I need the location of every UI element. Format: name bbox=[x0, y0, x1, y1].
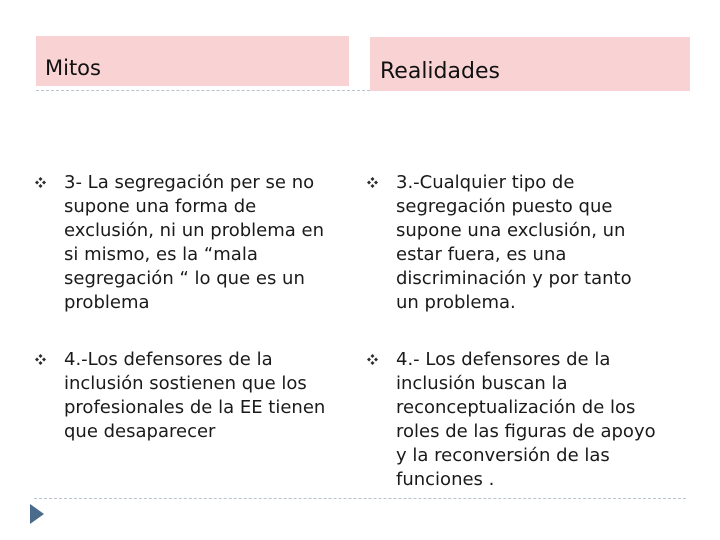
play-arrow-icon[interactable] bbox=[30, 504, 44, 524]
four-diamond-bullet-icon bbox=[367, 177, 378, 188]
four-diamond-bullet-icon bbox=[35, 354, 46, 365]
mitos-item-3 bbox=[64, 171, 364, 315]
mitos-item-text: 3- La segregación per se no supone una forma de exclusión, ni un problema en si mismo, es la “mala segregación “ lo que es un problema bbox=[64, 172, 325, 313]
realidades-title: Realidades bbox=[380, 59, 500, 84]
mitos-item-text: 4.-Los defensores de la inclusión sostienen que los profesionales de la EE tienen que desaparecer bbox=[64, 349, 326, 442]
footer-divider bbox=[34, 498, 686, 499]
realidades-item-text: 4.- Los defensores de la inclusión buscan la reconceptualización de los roles de las figuras de apoyo y la reconversión de las funciones . bbox=[396, 349, 656, 490]
realidades-item-text: 3.-Cualquier tipo de segregación puesto que supone una exclusión, un estar fuera, es una discriminación y por tanto un problema. bbox=[396, 172, 632, 313]
header-divider bbox=[36, 90, 370, 91]
mitos-item-4 bbox=[64, 348, 364, 444]
four-diamond-bullet-icon bbox=[367, 354, 378, 365]
realidades-item-3 bbox=[396, 171, 696, 315]
mitos-header bbox=[36, 36, 349, 86]
four-diamond-bullet-icon bbox=[35, 177, 46, 188]
mitos-title: Mitos bbox=[45, 56, 101, 80]
realidades-header bbox=[370, 37, 690, 91]
realidades-item-4 bbox=[396, 348, 696, 492]
